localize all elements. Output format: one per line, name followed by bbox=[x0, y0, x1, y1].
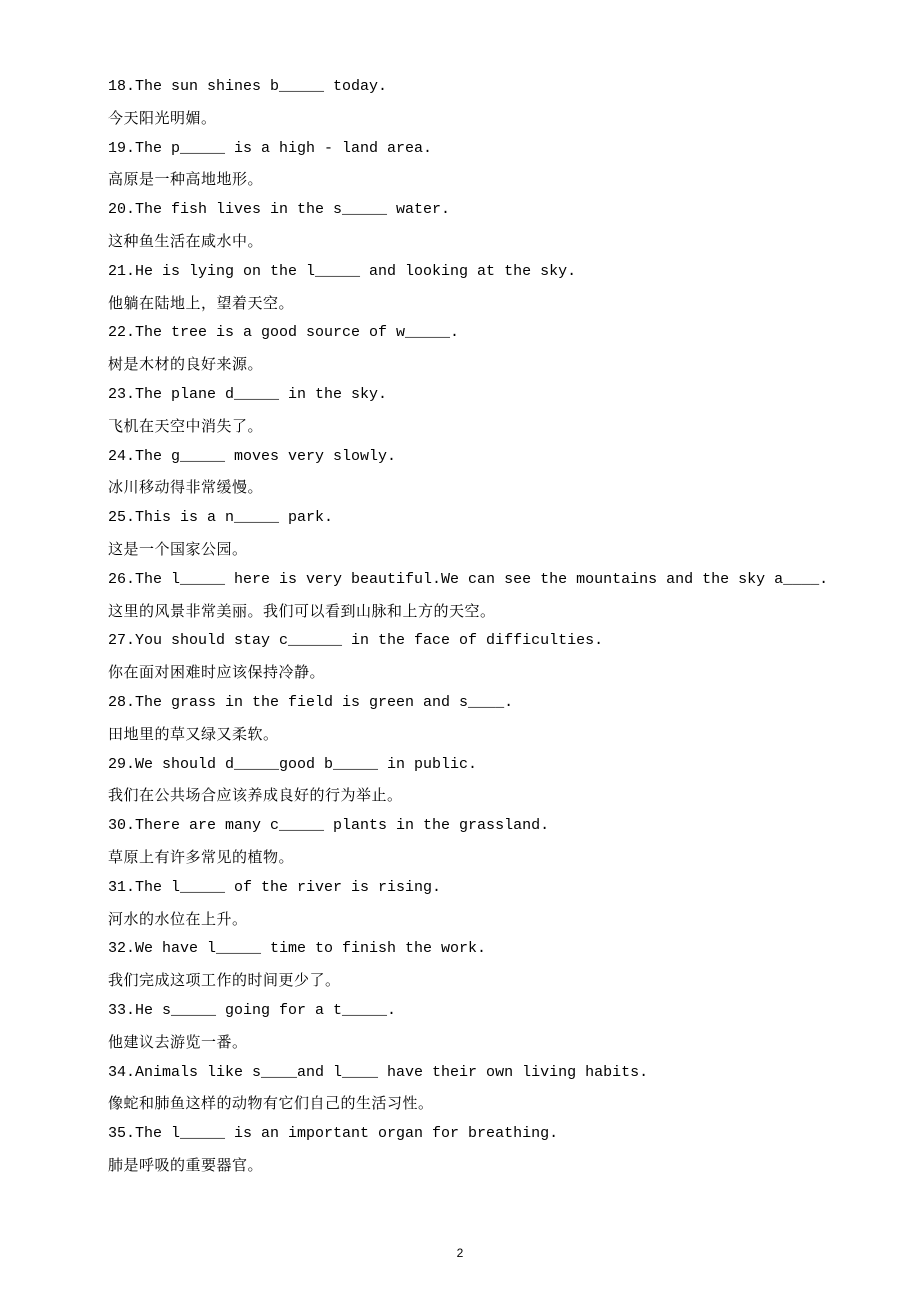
exercise-translation: 他躺在陆地上，望着天空。 bbox=[108, 293, 295, 312]
exercise-translation: 冰川移动得非常缓慢。 bbox=[108, 478, 264, 497]
page-number: 2 bbox=[456, 1246, 464, 1260]
exercise-sentence: 26.The l_____ here is very beautiful.We can see the mountains and the sky a____. bbox=[108, 570, 829, 588]
exercise-sentence: 22.The tree is a good source of w_____. bbox=[108, 324, 460, 342]
exercise-translation: 今天阳光明媚。 bbox=[108, 108, 217, 127]
exercise-sentence: 28.The grass in the field is green and s____. bbox=[108, 693, 514, 711]
exercise-translation: 这里的风景非常美丽。我们可以看到山脉和上方的天空。 bbox=[108, 601, 496, 620]
exercise-translation: 你在面对困难时应该保持冷静。 bbox=[108, 663, 326, 682]
exercise-translation: 我们在公共场合应该养成良好的行为举止。 bbox=[108, 786, 403, 805]
exercise-translation: 肺是呼吸的重要器官。 bbox=[108, 1155, 264, 1174]
exercise-sentence: 34.Animals like s____and l____ have their own living habits. bbox=[108, 1063, 649, 1081]
exercise-translation: 他建议去游览一番。 bbox=[108, 1032, 248, 1051]
exercise-sentence: 20.The fish lives in the s_____ water. bbox=[108, 201, 451, 219]
exercise-sentence: 33.He s_____ going for a t_____. bbox=[108, 1001, 397, 1019]
exercise-translation: 田地里的草又绿又柔软。 bbox=[108, 724, 279, 743]
exercise-sentence: 19.The p_____ is a high - land area. bbox=[108, 139, 433, 157]
exercise-translation: 飞机在天空中消失了。 bbox=[108, 416, 264, 435]
exercise-sentence: 29.We should d_____good b_____ in public. bbox=[108, 755, 478, 773]
exercise-translation: 这种鱼生活在咸水中。 bbox=[108, 231, 264, 250]
exercise-translation: 草原上有许多常见的植物。 bbox=[108, 847, 295, 866]
exercise-sentence: 32.We have l_____ time to finish the work. bbox=[108, 940, 487, 958]
exercise-sentence: 21.He is lying on the l_____ and looking at the sky. bbox=[108, 262, 577, 280]
exercise-sentence: 24.The g_____ moves very slowly. bbox=[108, 447, 397, 465]
exercise-sentence: 27.You should stay c______ in the face of difficulties. bbox=[108, 632, 604, 650]
exercise-sentence: 35.The l_____ is an important organ for breathing. bbox=[108, 1125, 559, 1143]
exercise-translation: 这是一个国家公园。 bbox=[108, 539, 248, 558]
exercise-list bbox=[108, 72, 868, 1181]
exercise-translation: 河水的水位在上升。 bbox=[108, 909, 248, 928]
exercise-translation: 树是木材的良好来源。 bbox=[108, 355, 264, 374]
exercise-sentence: 18.The sun shines b_____ today. bbox=[108, 78, 388, 95]
exercise-sentence: 25.This is a n_____ park. bbox=[108, 509, 334, 527]
exercise-sentence: 30.There are many c_____ plants in the grassland. bbox=[108, 817, 550, 835]
exercise-sentence: 23.The plane d_____ in the sky. bbox=[108, 385, 388, 403]
exercise-translation: 像蛇和肺鱼这样的动物有它们自己的生活习性。 bbox=[108, 1094, 434, 1113]
exercise-translation: 我们完成这项工作的时间更少了。 bbox=[108, 971, 341, 990]
exercise-sentence: 31.The l_____ of the river is rising. bbox=[108, 878, 442, 896]
exercise-translation: 高原是一种高地地形。 bbox=[108, 170, 264, 189]
